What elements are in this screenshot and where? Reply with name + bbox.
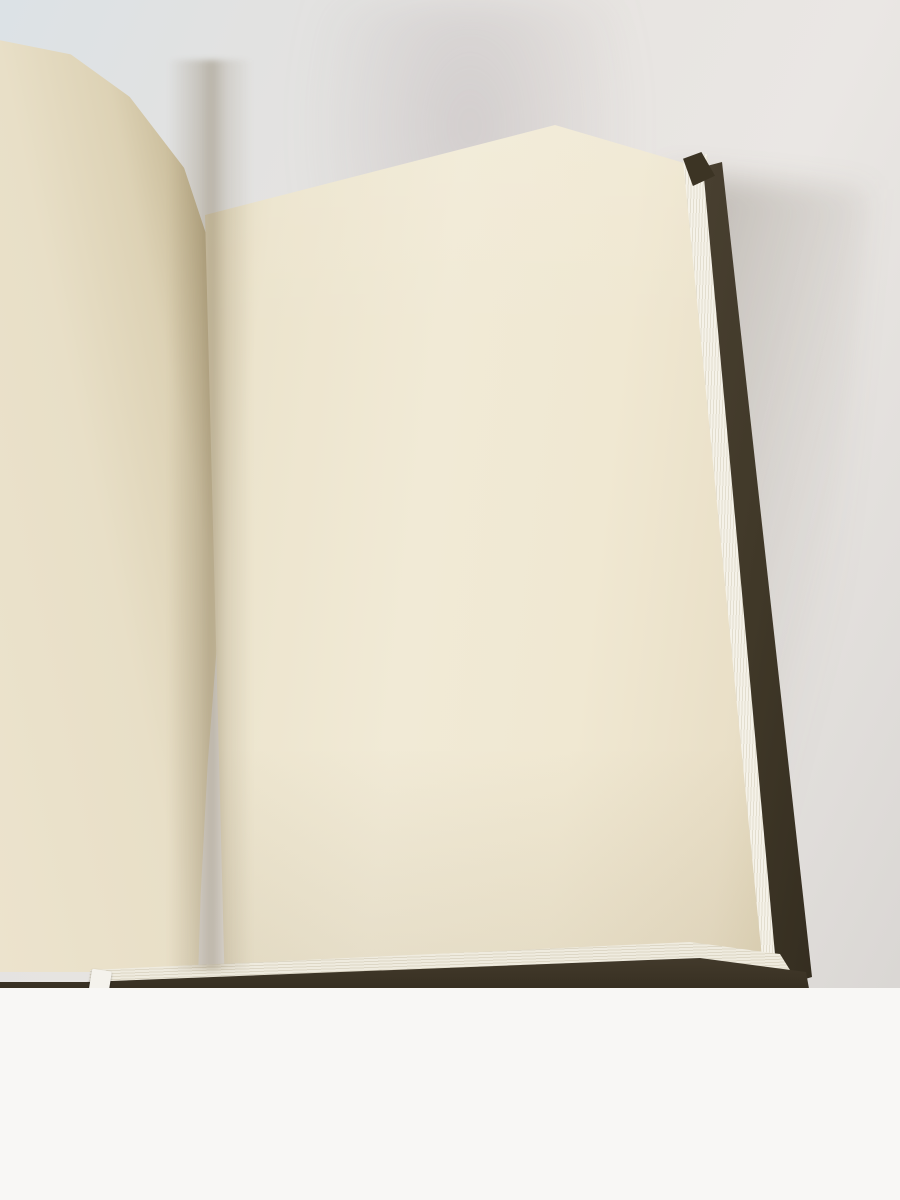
book-icon-pages bbox=[434, 1117, 508, 1124]
footer-band bbox=[0, 988, 900, 1200]
ruler-right-cap bbox=[776, 999, 790, 1054]
open-book-icon bbox=[424, 1038, 518, 1142]
ruler-left-cap bbox=[78, 999, 94, 1046]
play-text-paragraphs bbox=[10, 49, 502, 59]
book-icon-outline bbox=[433, 1048, 508, 1115]
ruler-bar bbox=[78, 999, 790, 1020]
